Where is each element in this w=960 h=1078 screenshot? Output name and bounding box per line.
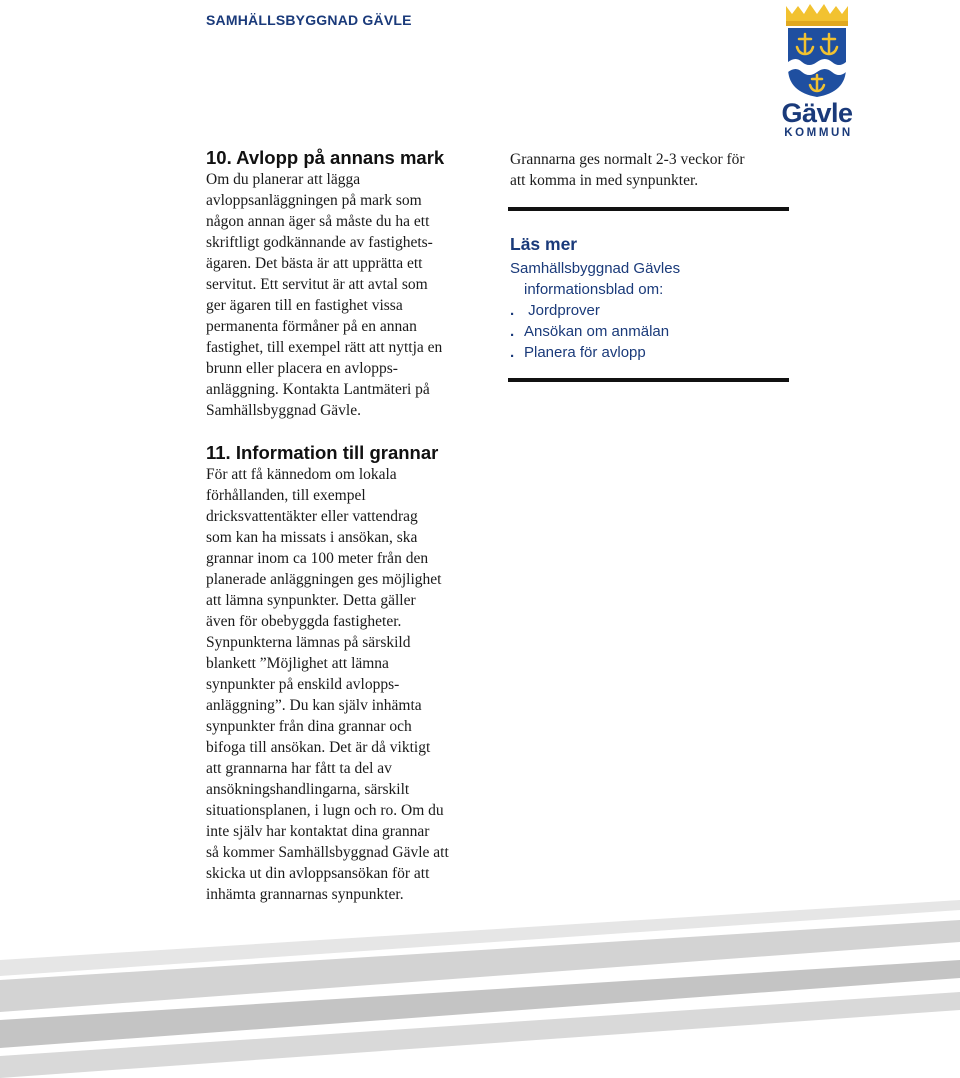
section-10-body: Om du planerar att lägga avloppsanläggningen på mark som någon annan äger så måste du ha ett skriftligt godkännande av fastighets- ägaren. Det bästa är att upprätta ett servitut. Ett servitut är att avtal som ger ägaren till en fastighet vissa permanenta förmåner på en annan fastighet, till exempel rätt att nyttja en brunn eller placera en avlopps- anläggning. Kontakta Lantmäteri på Samhällsbyggnad Gävle. [206,171,443,419]
footer-decoration [0,880,960,1078]
read-more-box [510,233,790,363]
section-11-body: För att få kännedom om lokala förhållanden, till exempel dricksvattentäkter eller vattendrag som kan ha missats i ansökan, ska grannar inom ca 100 meter från den planerade anläggningen ges möjlighet att lämna synpunkter. Detta gäller även för obebyggda fastigheter. Synpunkterna lämnas på särskild blankett ”Möjlighet att lämna synpunkter på enskild avlopps- anläggning”. Du kan själv inhämta synpunkter från dina grannar och bifoga till ansökan. Det är då viktigt att grannarna har fått ta del av ansökningshandlingarna, särskilt situationsplanen, i lugn och ro. Om du inte själv har kontaktat dina grannar så kommer Samhällsbyggnad Gävle att skicka ut din avloppsansökan för att inhämta grannarnas synpunkter. [206,466,449,903]
read-more-list [510,300,790,363]
section-11-title: 11. Information till grannar [206,442,439,463]
organization-header: SAMHÄLLSBYGGNAD GÄVLE [206,12,412,28]
logo-subtitle: KOMMUN [784,127,853,139]
list-item: . Planera för avlopp [510,344,646,361]
read-more-title: Läs mer [510,234,578,254]
coat-of-arms-icon [780,2,854,98]
section-10 [206,147,491,421]
list-item: . Ansökan om anmälan [510,323,670,340]
neighbours-note: Grannarna ges normalt 2-3 veckor för att komma in med synpunkter. [510,151,745,189]
divider-bottom [508,378,789,382]
gavle-kommun-logo [780,2,854,140]
list-item: . Jordprover [510,302,600,319]
read-more-intro: Samhällsbyggnad Gävles informationsblad om: [510,260,681,298]
section-11 [206,442,491,905]
divider-top [508,207,789,211]
section-10-title: 10. Avlopp på annans mark [206,147,445,168]
logo-name: Gävle [781,98,853,128]
